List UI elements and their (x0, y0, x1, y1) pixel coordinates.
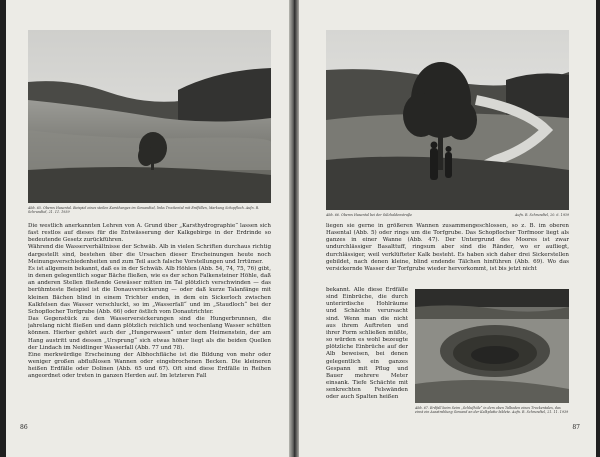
valley-photo-graphic (326, 30, 569, 210)
figure-caption-bottom: Abb. 67. Erdfall beim Seim „Schlufhöle“ in dem oben Talboden eines Trockentales, das einst ein Ausstrahlung Gewand an der Kalkplatte bildete. Aufn. R. Schrundtel, 21. 11. 1939 (415, 406, 569, 415)
page-number: 86 (20, 424, 28, 431)
figure-caption: Abb. 65. Oberes Hasental. Beispiel eines steilen Karsthanges im Gewandtal, links Trockental mit Erdfällen, Markung Schopfloch. Aufn. R. Schrundtel, 21. 11. 1939 (28, 206, 260, 215)
body-text-narrow-column: bekannt. Alle diese Erdfälle sind Einbrüche, die durch unterirdische Hohlräume und Schächte verursacht sind. Wenn man die nicht aus ihrem Auftreten und ihrer Form schließen müßte, so würden es wohl bezeugte plötzliche Einbrüche auf der Alb beweisen, bei denen gelegentlich ein ganzes Gespann mit Pflug und Bauer mehrere Meter einsank. Tiefe Schächte mit senkrechten Felswänden oder auch Spalten heißen (326, 287, 408, 401)
landscape-photo-graphic (28, 30, 271, 203)
body-text: Die westlich anerkannten Lehren von A. Grund über „Karsthydrographie“ lassen sich fast restlos auf dieses für die Entwässerung der Kalkgebirge in der Erdrinde so bedeutende Gesetz zurückführen. Während die Wasserverhältnisse der Schwäb. Alb in vielen Schriften durchaus richtig dargestellt sind, bestehen über die Ursachen dieser Erscheinungen heute noch Meinungsverschiedenheiten und zum Teil auch falsche Vorstellungen und Irrtümer. Es ist allgemein bekannt, daß es in der Schwäb. Alb Höhlen (Abb. 54, 74, 75, 76) gibt, in denen gelegentlich sogar Bäche fließen, wie es der schon Falkensteiner Höhle, daß an anderen Stellen fließende Gewässer mitten im Tal plötzlich verschwinden — das berühmteste Beispiel ist die Donauversickerung — oder daß kurze Talanfänge mit kleinen Bächen blind in einem Trichter enden, in dem ein Sickerloch zwischen Kalkfelsen das Wasser verschluckt, so im „Wasserfall“ und im „Staudloch“ bei der Schopflocher Torfgrube (Abb. 66) oder östlich vom Donautrichter. Das Gegenstück zu den Wasserversickerungen sind die Hungerbrunnen, die jahrelang nicht fließen und dann plötzlich reichlich und wochenlang Wasser schütten können. Hierher gehört auch der „Hungerwasen“ unter dem Heimenstein, der am Hang austritt und dessen „Ursprung“ sich etwas höher liegt als die beiden Quellen der Lindach im Neidlinger Wasserfall (Abb. 77 und 78). Eine merkwürdige Erscheinung der Albhochfläche ist die Bildung von mehr oder weniger großen abflußlosen Wannen oder eingebrochenen Becken. Die kleineren heißen Erdfälle oder Dolinen (Abb. 65 und 67). Oft sind diese Erdfälle in Reihen angeordnet oder treten in ganzen Herden auf. Im letzteren Fall (28, 223, 271, 380)
left-page (6, 0, 289, 457)
body-text-full-width: liegen sie gerne in größeren Wannen zusammengeschlossen, so z. B. im oberen Hasental (Abb. 5) oder rings um die Torfgrube. Das Schopflocher Torfmoor liegt als ganzes in einer Wanne (Abb. 47). Der Untergrund des Moores ist zwar undurchlässiger Basalttuff, ringsum aber sind die Ränder, wo er aufliegt, durchlässiger, weil verklüfteter Kalk besteht. Es haben sich daher drei Sickerstellen gebildet, nach denen kleine, blind endende Tälchen hinführen (Abb. 69). Wo das versickernde Wasser der Torfgrube wieder hervorkommt, ist bis jetzt nicht (326, 223, 569, 272)
book-gutter (289, 0, 299, 457)
page-number: 87 (572, 424, 580, 431)
sinkhole-photo (415, 289, 569, 403)
landscape-photo-valley-road (326, 30, 569, 210)
figure-caption-top: Abb. 66. Oberes Hasental bei der Sülzhaldenstraße (326, 213, 413, 217)
figure-credit-top: Aufn. R. Schrundtel, 20. 6. 1939 (515, 213, 569, 217)
right-page (299, 0, 596, 457)
sinkhole-photo-graphic (415, 289, 569, 403)
landscape-photo-hasental (28, 30, 271, 203)
